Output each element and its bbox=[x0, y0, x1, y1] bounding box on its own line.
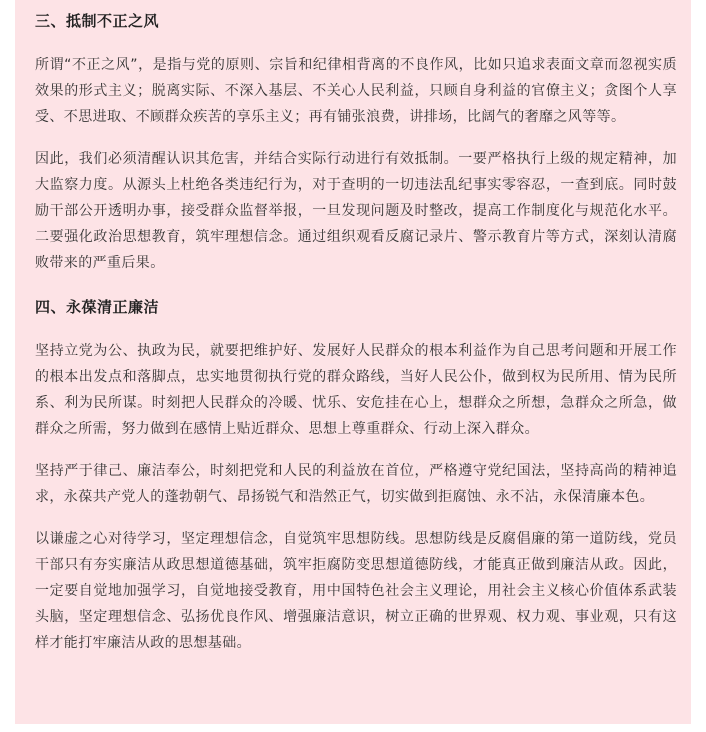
section-heading-3: 三、抵制不正之风 bbox=[35, 12, 160, 30]
paragraph: 所谓“不正之风”，是指与党的原则、宗旨和纪律相背离的不良作风，比如只追求表面文章而忽视实质效果的形式主义；脱离实际、不深入基层、不关心人民利益，只顾自身利益的官僚主义；贪图个人享受、不思进取、不顾群众疾苦的享乐主义；再有铺张浪费，讲排场，比阔气的奢靡之风等等。 bbox=[35, 57, 677, 125]
paragraph: 坚持立党为公、执政为民，就要把维护好、发展好人民群众的根本利益作为自己思考问题和开展工作的根本出发点和落脚点，忠实地贯彻执行党的群众路线，当好人民公仆，做到权为民所用、情为民所系、利为民所谋。时刻把人民群众的冷暖、忧乐、安危挂在心上，想群众之所想，急群众之所急，做群众之所需，努力做到在感情上贴近群众、思想上尊重群众、行动上深入群众。 bbox=[35, 343, 677, 437]
paragraph: 以谦虚之心对待学习，坚定理想信念，自觉筑牢思想防线。思想防线是反腐倡廉的第一道防线，党员干部只有夯实廉洁从政思想道德基础，筑牢拒腐防变思想道德防线，才能真正做到廉洁从政。因此，一定要自觉地加强学习，自觉地接受教育，用中国特色社会主义理论，用社会主义核心价值体系武装头脑，坚定理想信念、弘扬优良作风、增强廉洁意识，树立正确的世界观、权力观、事业观，只有这样才能打牢廉洁从政的思想基础。 bbox=[35, 531, 677, 651]
paragraph: 坚持严于律己、廉洁奉公，时刻把党和人民的利益放在首位，严格遵守党纪国法，坚持高尚的精神追求，永葆共产党人的蓬勃朝气、昂扬锐气和浩然正气，切实做到拒腐蚀、永不沾，永保清廉本色。 bbox=[35, 463, 677, 505]
section-heading-4: 四、永葆清正廉洁 bbox=[35, 298, 160, 316]
article-body bbox=[15, 0, 691, 724]
paragraph: 因此，我们必须清醒认识其危害，并结合实际行动进行有效抵制。一要严格执行上级的规定精神，加大监察力度。从源头上杜绝各类违纪行为，对于查明的一切违法乱纪事实零容忍，一查到底。同时鼓励干部公开透明办事，接受群众监督举报，一旦发现问题及时整改，提高工作制度化与规范化水平。二要强化政治思想教育，筑牢理想信念。通过组织观看反腐记录片、警示教育片等方式，深刻认清腐败带来的严重后果。 bbox=[35, 151, 677, 271]
